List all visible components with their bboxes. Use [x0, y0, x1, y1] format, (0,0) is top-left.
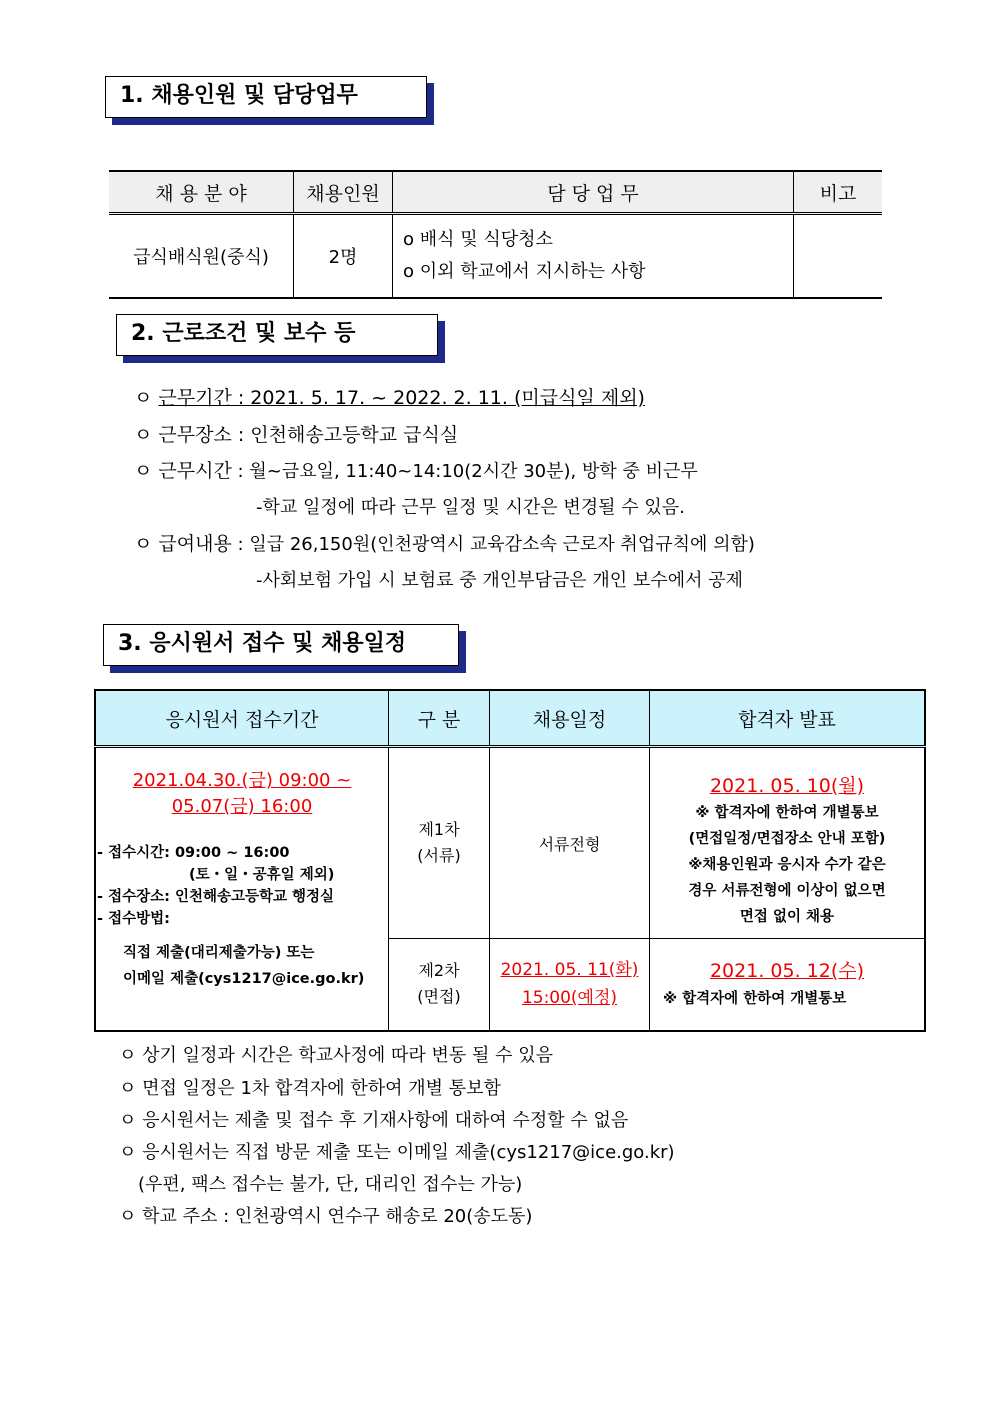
pay-note: -사회보험 가입 시 보험료 중 개인부담금은 개인 보수에서 공제 [256, 570, 743, 591]
recruitment-table [109, 170, 882, 299]
receipt-place: - 접수장소: 인천해송고등학교 행정실 [97, 889, 335, 905]
header-schedule: 채용일정 [490, 690, 650, 747]
round1-result-date: 2021. 05. 10(월) [709, 774, 865, 797]
header-category: 구 분 [389, 690, 490, 747]
pay-label: 급여내용 [158, 533, 232, 555]
schedule-table [94, 689, 926, 1032]
work-hours-note: -학교 일정에 따라 근무 일정 및 시간은 변경될 수 있음. [256, 497, 685, 518]
work-hours-label: 근무시간 [158, 460, 232, 482]
section3-heading: 3. 응시원서 접수 및 채용일정 [103, 624, 459, 666]
header-tasks: 담 당 업 무 [393, 171, 794, 214]
note-item: ㅇ 응시원서는 직접 방문 제출 또는 이메일 제출(cys1217@ice.go.kr) [119, 1142, 675, 1163]
round2-schedule-date: 2021. 05. 11(화) [500, 960, 639, 981]
note-item: ㅇ 응시원서는 제출 및 접수 후 기재사항에 대하여 수정할 수 없음 [119, 1110, 629, 1131]
round2-result-note: ※ 합격자에 한하여 개별통보 [663, 991, 847, 1008]
round1-result-note: 경우 서류전형에 이상이 없으면 [688, 882, 886, 899]
note-item: ㅇ 면접 일정은 1차 합격자에 한하여 개별 통보함 [119, 1078, 501, 1099]
task-item: o 배식 및 식당청소 [403, 229, 553, 250]
round1-schedule: 서류전형 [490, 747, 650, 939]
work-place-text: 근무장소 : 인천해송고등학교 급식실 [158, 424, 459, 446]
pay [134, 529, 755, 556]
round2-label-line2: (면접) [417, 987, 461, 1007]
work-place [134, 420, 458, 447]
task-item: o 이외 학교에서 지시하는 사항 [403, 261, 646, 282]
table-header-row [95, 690, 925, 747]
section1-heading: 1. 채용인원 및 담당업무 [105, 76, 427, 118]
receipt-time-note: (토・일・공휴일 제외) [189, 867, 335, 883]
round1-result-note: (면접일정/면접장소 안내 포함) [688, 830, 886, 847]
round2-result [650, 939, 926, 1031]
pay-text: : 일급 26,150원(인천광역시 교육감소속 근로자 취업규칙에 의함) [231, 534, 755, 555]
work-hours-text: : 월~금요일, 11:40~14:10(2시간 30분), 방학 중 비근무 [231, 461, 698, 482]
receipt-method-line1: 직접 제출(대리제출가능) 또는 [123, 945, 315, 961]
round2-schedule-time: 15:00(예정) [521, 988, 618, 1009]
round1-result [650, 747, 926, 939]
bullet: ㅇ [134, 460, 153, 482]
bullet: ㅇ [134, 424, 153, 446]
header-count: 채용인원 [294, 171, 393, 214]
receipt-method-line2: 이메일 제출(cys1217@ice.go.kr) [123, 971, 365, 987]
bullet: ㅇ [134, 387, 153, 409]
receipt-period-line2: 05.07(금) 16:00 [171, 796, 313, 817]
bullet: ㅇ [134, 533, 153, 555]
note-item: ㅇ 학교 주소 : 인천광역시 연수구 해송로 20(송도동) [119, 1206, 533, 1227]
round1-label-line1: 제1차 [418, 820, 460, 839]
work-period-text: 근무기간 : 2021. 5. 17. ~ 2022. 2. 11. (미급식일 제외) [158, 387, 645, 409]
round1-result-note: 면접 없이 채용 [739, 908, 835, 925]
count-cell: 2명 [294, 214, 393, 299]
note-item: (우편, 팩스 접수는 불가, 단, 대리인 접수는 가능) [138, 1174, 523, 1195]
round2-label-line1: 제2차 [418, 961, 460, 981]
round1-label [389, 747, 490, 939]
table-row [95, 747, 925, 939]
round2-schedule [490, 939, 650, 1031]
work-hours [134, 456, 698, 483]
header-field: 채 용 분 야 [109, 171, 294, 214]
receipt-method: - 접수방법: [97, 911, 170, 927]
round1-result-note: ※채용인원과 응시자 수가 같은 [688, 856, 886, 873]
receipt-period-cell [95, 747, 389, 1031]
header-receipt-period: 응시원서 접수기간 [95, 690, 389, 747]
round1-result-note: ※ 합격자에 한하여 개별통보 [695, 804, 879, 821]
note-item: ㅇ 상기 일정과 시간은 학교사정에 따라 변동 될 수 있음 [119, 1045, 554, 1066]
table-header-row [109, 171, 882, 214]
work-period [134, 383, 645, 410]
header-note: 비고 [794, 171, 883, 214]
field-cell: 급식배식원(중식) [109, 214, 294, 299]
table-row [109, 214, 882, 299]
receipt-time: - 접수시간: 09:00 ~ 16:00 [97, 845, 290, 861]
header-result: 합격자 발표 [650, 690, 926, 747]
tasks-cell [393, 214, 794, 299]
receipt-period-line1: 2021.04.30.(금) 09:00 ~ [132, 770, 352, 791]
round2-result-date: 2021. 05. 12(수) [709, 960, 865, 983]
section2-heading: 2. 근로조건 및 보수 등 [116, 314, 438, 356]
note-cell [794, 214, 883, 299]
round2-label [389, 939, 490, 1031]
round1-label-line2: (서류) [417, 846, 461, 865]
